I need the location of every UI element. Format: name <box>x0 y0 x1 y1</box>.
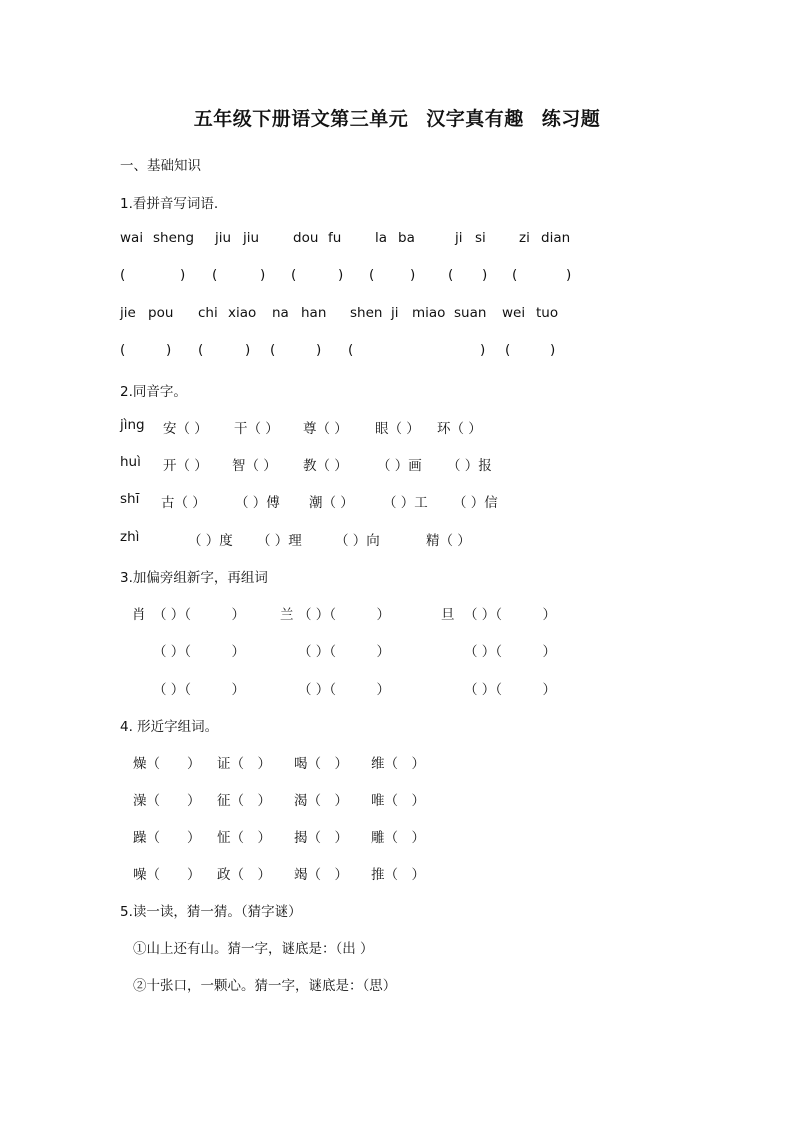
pinyin-label: jìng <box>120 417 145 433</box>
answer-blank[interactable]: ( <box>369 267 375 283</box>
pinyin: na <box>272 305 289 321</box>
homophone-item[interactable]: （ ）报 <box>447 458 492 474</box>
answer-blank[interactable]: ( <box>348 342 354 358</box>
homophone-item[interactable]: 安（ ） <box>163 421 208 437</box>
homophone-item[interactable]: 教（ ） <box>303 458 348 474</box>
pinyin: xiao <box>228 305 257 321</box>
homophone-item[interactable]: 潮（ ） <box>309 495 354 511</box>
homophone-item[interactable]: （ ）画 <box>377 458 422 474</box>
homophone-item[interactable]: 开（ ） <box>163 458 208 474</box>
pinyin-label: huì <box>120 454 141 470</box>
pinyin: ji <box>455 230 463 246</box>
homophone-item[interactable]: （ ）度 <box>188 533 233 549</box>
answer-blank[interactable]: ( <box>198 342 204 358</box>
base-char: 兰 <box>280 607 294 623</box>
pinyin: pou <box>148 305 174 321</box>
q3-heading: 3.加偏旁组新字，再组词 <box>120 570 268 586</box>
homophone-item[interactable]: 智（ ） <box>232 458 277 474</box>
base-char: 肖 <box>132 607 146 623</box>
similar-char[interactable]: 怔（ ） <box>217 830 271 846</box>
similar-char[interactable]: 渴（ ） <box>294 793 348 809</box>
similar-char[interactable]: 喝（ ） <box>294 756 348 772</box>
pinyin: dian <box>541 230 571 246</box>
answer-blank[interactable]: ( <box>512 267 518 283</box>
homophone-item[interactable]: 眼（ ） <box>375 421 420 437</box>
pinyin: fu <box>328 230 342 246</box>
q2-heading: 2.同音字。 <box>120 384 187 400</box>
title-part-1: 五年级下册语文第三单元 <box>193 108 409 130</box>
pinyin: miao <box>412 305 446 321</box>
pinyin: wai <box>120 230 144 246</box>
similar-char[interactable]: 雕（ ） <box>371 830 425 846</box>
pinyin: chi <box>198 305 218 321</box>
answer-blank[interactable]: （ ）（ ） <box>298 682 391 698</box>
similar-char[interactable]: 燥（ ） <box>133 756 201 772</box>
answer-blank[interactable]: ( <box>120 342 126 358</box>
pinyin: jiu <box>215 230 232 246</box>
pinyin-label: zhì <box>120 529 140 545</box>
answer-blank[interactable]: ( <box>212 267 218 283</box>
answer-blank[interactable]: （ ）（ ） <box>153 607 246 623</box>
answer-blank[interactable]: （ ）（ ） <box>153 644 246 660</box>
answer-blank[interactable]: ( <box>505 342 511 358</box>
pinyin: wei <box>502 305 526 321</box>
q1-heading: 1.看拼音写词语. <box>120 196 219 212</box>
answer-blank[interactable]: （ ）（ ） <box>464 682 557 698</box>
homophone-item[interactable]: 精（ ） <box>426 533 471 549</box>
riddle-item: ①山上还有山。猜一字，谜底是：（出 ） <box>133 941 374 957</box>
homophone-item[interactable]: 古（ ） <box>161 495 206 511</box>
answer-blank[interactable]: ( <box>120 267 126 283</box>
answer-blank[interactable]: ( <box>448 267 454 283</box>
riddle-item: ②十张口，一颗心。猜一字，谜底是：（思） <box>133 978 397 994</box>
homophone-item[interactable]: 环（ ） <box>437 421 482 437</box>
homophone-item[interactable]: （ ）工 <box>383 495 428 511</box>
pinyin: ba <box>398 230 415 246</box>
pinyin: jiu <box>243 230 260 246</box>
pinyin: ji <box>391 305 399 321</box>
homophone-item[interactable]: 尊（ ） <box>303 421 348 437</box>
answer-blank[interactable]: （ ）（ ） <box>298 644 391 660</box>
section-heading: 一、基础知识 <box>120 158 201 174</box>
title-part-3: 练习题 <box>541 108 601 130</box>
similar-char[interactable]: 政（ ） <box>217 867 271 883</box>
answer-blank[interactable]: （ ）（ ） <box>464 644 557 660</box>
pinyin: sheng <box>153 230 195 246</box>
homophone-item[interactable]: （ ）理 <box>257 533 302 549</box>
q5-heading: 5.读一读，猜一猜。（猜字谜） <box>120 904 302 920</box>
similar-char[interactable]: 征（ ） <box>217 793 271 809</box>
pinyin: dou <box>293 230 319 246</box>
homophone-item[interactable]: 干（ ） <box>234 421 279 437</box>
q4-heading: 4. 形近字组词。 <box>120 719 219 735</box>
answer-blank[interactable]: （ ）（ ） <box>464 607 557 623</box>
pinyin: tuo <box>536 305 559 321</box>
homophone-item[interactable]: （ ）向 <box>335 533 380 549</box>
similar-char[interactable]: 揭（ ） <box>294 830 348 846</box>
pinyin: si <box>475 230 486 246</box>
similar-char[interactable]: 澡（ ） <box>133 793 201 809</box>
pinyin: suan <box>454 305 487 321</box>
similar-char[interactable]: 推（ ） <box>371 867 425 883</box>
base-char: 旦 <box>441 607 455 623</box>
answer-blank[interactable]: （ ）（ ） <box>153 682 246 698</box>
homophone-item[interactable]: （ ）傅 <box>235 495 280 511</box>
similar-char[interactable]: 竭（ ） <box>294 867 348 883</box>
similar-char[interactable]: 维（ ） <box>371 756 425 772</box>
homophone-item[interactable]: （ ）信 <box>453 495 498 511</box>
pinyin: shen <box>350 305 383 321</box>
similar-char[interactable]: 证（ ） <box>217 756 271 772</box>
answer-blank[interactable]: （ ）（ ） <box>298 607 391 623</box>
pinyin: jie <box>120 305 136 321</box>
pinyin: han <box>301 305 327 321</box>
answer-blank[interactable]: ( <box>291 267 297 283</box>
similar-char[interactable]: 噪（ ） <box>133 867 201 883</box>
answer-blank[interactable]: ( <box>270 342 276 358</box>
pinyin-label: shī <box>120 491 140 507</box>
page-title <box>0 104 794 131</box>
title-part-2: 汉字真有趣 <box>426 108 524 130</box>
pinyin: la <box>375 230 388 246</box>
similar-char[interactable]: 躁（ ） <box>133 830 201 846</box>
pinyin: zi <box>519 230 530 246</box>
similar-char[interactable]: 唯（ ） <box>371 793 425 809</box>
